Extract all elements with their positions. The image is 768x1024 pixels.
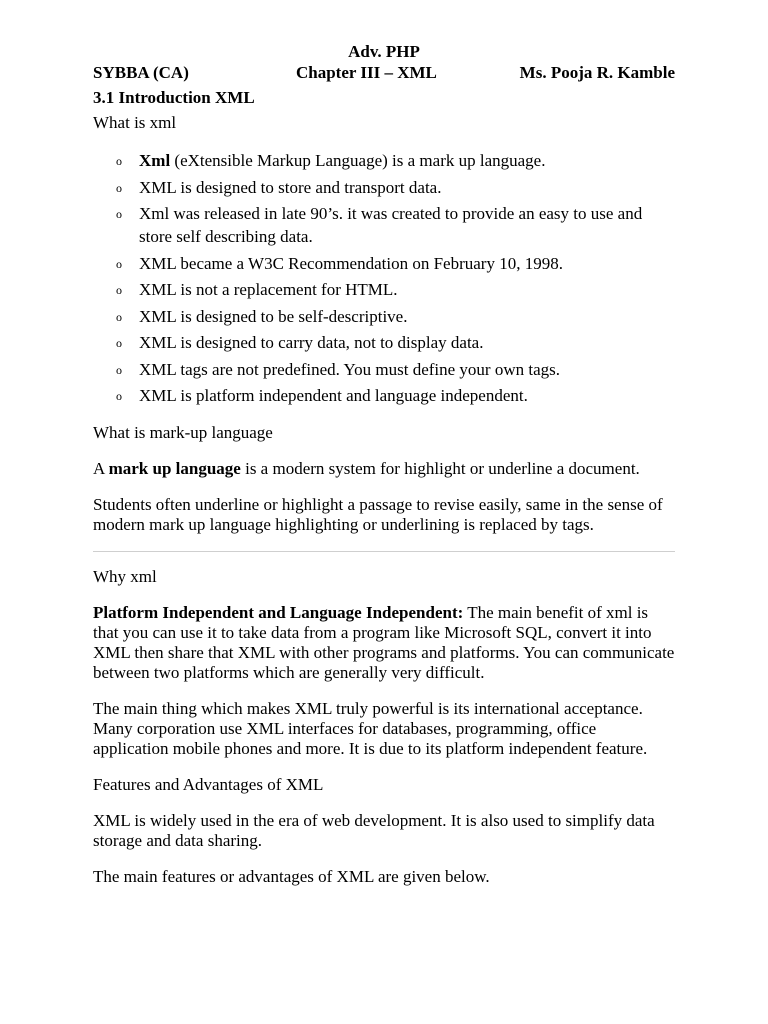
features-paragraph-1: XML is widely used in the era of web development. It is also used to simplify data storage and data sharing.	[93, 811, 655, 850]
bullet-text: Xml was released in late 90’s. it was created to provide an easy to use and store self describing data.	[139, 204, 643, 246]
chapter-label: Chapter III – XML	[296, 63, 437, 82]
markup-def-prefix: A	[93, 459, 109, 478]
markup-heading: What is mark-up language	[93, 423, 273, 442]
bullet-marker: o	[116, 180, 122, 195]
section-divider	[93, 551, 675, 552]
author-label: Ms. Pooja R. Kamble	[519, 63, 675, 82]
bullet-marker: o	[116, 256, 122, 271]
document-body	[93, 113, 675, 887]
section-title: 3.1 Introduction XML	[93, 88, 255, 107]
why-xml-heading: Why xml	[93, 567, 157, 586]
bullet-marker: o	[116, 362, 122, 377]
course-title: Adv. PHP	[348, 42, 420, 61]
bullet-marker: o	[116, 207, 122, 221]
bullet-marker: o	[116, 389, 122, 403]
list-item	[93, 384, 675, 407]
markup-def-term: mark up language	[108, 459, 241, 478]
bullet-marker: o	[116, 283, 122, 297]
markup-def-text: is a modern system for highlight or underline a document.	[240, 459, 640, 478]
bullet-text: XML is designed to carry data, not to display data.	[139, 333, 484, 352]
bullet-text: XML became a W3C Recommendation on February 10, 1998.	[139, 253, 563, 273]
list-item	[93, 202, 675, 248]
list-item	[93, 278, 675, 301]
bullet-marker: o	[116, 336, 122, 350]
why-xml-paragraph	[93, 603, 675, 683]
why-xml-bold: Platform Independent and Language Independent:	[93, 603, 464, 622]
xml-bullet-list	[93, 149, 675, 407]
list-item	[93, 305, 675, 328]
features-heading: Features and Advantages of XML	[93, 775, 324, 794]
list-item	[93, 149, 675, 172]
bullet-text: XML is not a replacement for HTML.	[139, 280, 398, 299]
bullet-marker: o	[116, 154, 122, 168]
list-item	[93, 358, 675, 381]
bullet-text: XML is designed to be self-descriptive.	[139, 306, 408, 326]
list-item	[93, 176, 675, 199]
markup-definition	[93, 459, 675, 479]
bullet-text: XML is designed to store and transport data.	[139, 177, 442, 197]
why-xml-paragraph-2: The main thing which makes XML truly powerful is its international acceptance. Many corporation use XML interfaces for databases, programming, office application mobile phones and more. It is due to its platform independent feature.	[93, 699, 648, 758]
bullet-text: XML is platform independent and language independent.	[139, 386, 528, 405]
list-item	[93, 331, 675, 354]
markup-paragraph: Students often underline or highlight a passage to revise easily, same in the sense of modern mark up language highlighting or underlining is replaced by tags.	[93, 495, 663, 534]
bullet-text: (eXtensible Markup Language) is a mark up language.	[170, 151, 546, 170]
list-item	[93, 252, 675, 275]
what-is-xml-heading: What is xml	[93, 113, 177, 132]
bullet-bold: Xml	[139, 151, 171, 170]
why-xml-text: The main benefit of xml is that you can use it to take data from a program like Microsoft SQL, convert it into XML then share that XML with other programs and platforms. You can communicate between two platforms which are generally very difficult.	[93, 603, 675, 682]
bullet-text: XML tags are not predefined. You must define your own tags.	[139, 359, 560, 379]
features-paragraph-2: The main features or advantages of XML are given below.	[93, 867, 490, 886]
class-label: SYBBA (CA)	[93, 63, 189, 82]
bullet-marker: o	[116, 309, 122, 324]
